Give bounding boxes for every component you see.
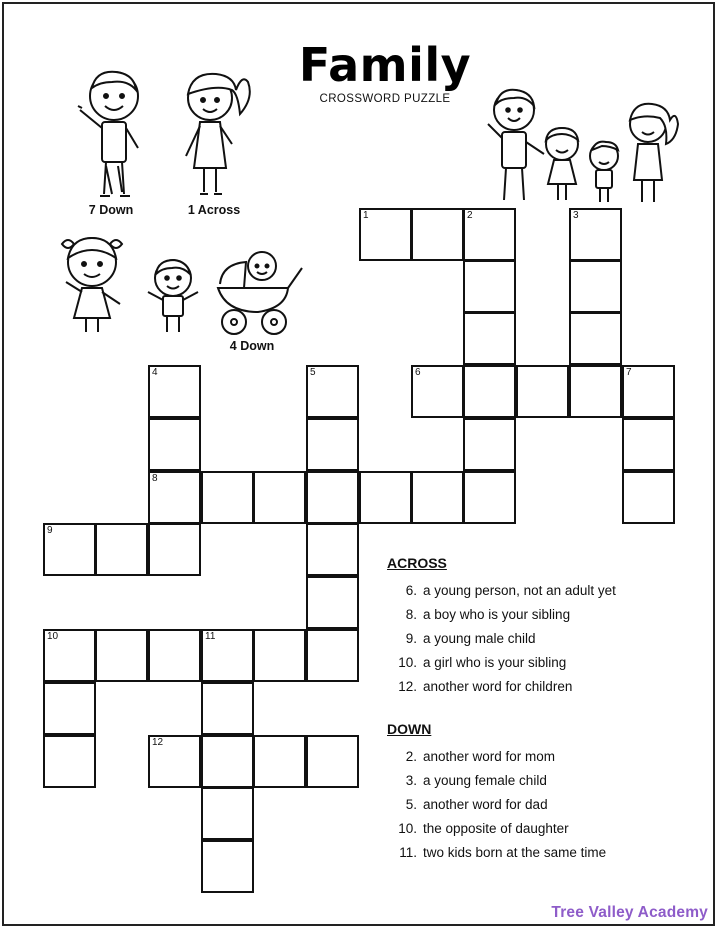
clue-number: 10 (47, 631, 59, 642)
clue-item-text: a girl who is your sibling (423, 655, 567, 670)
clue-item-number: 8. (405, 607, 417, 622)
grid-cell[interactable] (306, 471, 359, 524)
grid-cell[interactable] (148, 418, 201, 471)
grid-cell[interactable] (569, 208, 622, 261)
clue-item-text: another word for children (423, 679, 573, 694)
clue-item (387, 769, 606, 793)
grid-cell[interactable] (201, 471, 254, 524)
clue-number: 9 (47, 525, 53, 536)
clue-item-text: a young male child (423, 631, 536, 646)
grid-cell[interactable] (148, 735, 201, 788)
grid-cell[interactable] (463, 312, 516, 365)
grid-cell[interactable] (411, 208, 464, 261)
grid-cell[interactable] (622, 365, 675, 418)
grid-cell[interactable] (201, 629, 254, 682)
clue-number: 2 (467, 210, 473, 221)
grid-cell[interactable] (43, 682, 96, 735)
four-down-caption: 4 Down (229, 339, 275, 353)
one-across-caption: 1 Across (187, 203, 241, 217)
clue-item-text: a boy who is your sibling (423, 607, 571, 622)
grid-cell[interactable] (516, 365, 569, 418)
grid-cell[interactable] (253, 629, 306, 682)
clue-number: 4 (152, 367, 158, 378)
boy-illustration (142, 256, 204, 338)
grid-cell[interactable] (411, 365, 464, 418)
dad-illustration (72, 66, 152, 202)
grid-cell[interactable] (463, 260, 516, 313)
clue-number: 11 (205, 631, 216, 642)
across-clues (387, 555, 616, 699)
grid-cell[interactable] (463, 365, 516, 418)
clue-number: 12 (152, 737, 164, 748)
grid-cell[interactable] (43, 735, 96, 788)
grid-cell[interactable] (148, 523, 201, 576)
clue-number: 1 (363, 210, 369, 221)
grid-cell[interactable] (95, 629, 148, 682)
clue-item-number: 3. (405, 773, 417, 788)
clue-item (387, 675, 616, 699)
grid-cell[interactable] (95, 523, 148, 576)
clue-number: 5 (310, 367, 316, 378)
clue-item-number: 5. (405, 797, 417, 812)
clue-item-number: 9. (405, 631, 417, 646)
clue-item-number: 10. (398, 821, 417, 836)
grid-cell[interactable] (359, 208, 412, 261)
grid-cell[interactable] (148, 471, 201, 524)
clue-item (387, 817, 606, 841)
grid-cell[interactable] (148, 629, 201, 682)
grid-cell[interactable] (359, 471, 412, 524)
grid-cell[interactable] (463, 208, 516, 261)
grid-cell[interactable] (569, 365, 622, 418)
grid-cell[interactable] (622, 471, 675, 524)
grid-cell[interactable] (306, 629, 359, 682)
clue-item-text: the opposite of daughter (423, 821, 569, 836)
clue-item (387, 579, 616, 603)
clue-number: 6 (415, 367, 421, 378)
grid-cell[interactable] (463, 418, 516, 471)
clue-number: 3 (573, 210, 579, 221)
family-group-illustration (472, 84, 682, 208)
clue-item (387, 841, 606, 865)
clue-number: 7 (626, 367, 632, 378)
grid-cell[interactable] (43, 523, 96, 576)
clue-item-text: another word for dad (423, 797, 548, 812)
clue-item (387, 627, 616, 651)
clue-item-number: 2. (405, 749, 417, 764)
clue-item-number: 10. (398, 655, 417, 670)
seven-down-caption: 7 Down (88, 203, 134, 217)
grid-cell[interactable] (201, 840, 254, 893)
grid-cell[interactable] (306, 418, 359, 471)
clue-item (387, 603, 616, 627)
puzzle-subtitle: CROSSWORD PUZZLE (319, 93, 451, 105)
grid-cell[interactable] (43, 629, 96, 682)
grid-cell[interactable] (253, 735, 306, 788)
clue-item-text: another word for mom (423, 749, 556, 764)
baby-stroller-illustration (210, 244, 306, 338)
grid-cell[interactable] (201, 735, 254, 788)
clue-item-text: a young female child (423, 773, 547, 788)
grid-cell[interactable] (622, 418, 675, 471)
clue-item (387, 793, 606, 817)
grid-cell[interactable] (569, 260, 622, 313)
across-heading: ACROSS (387, 555, 447, 571)
puzzle-title: Family (298, 38, 472, 92)
grid-cell[interactable] (569, 312, 622, 365)
grid-cell[interactable] (306, 523, 359, 576)
mom-illustration (176, 64, 256, 202)
down-heading: DOWN (387, 721, 432, 737)
grid-cell[interactable] (253, 471, 306, 524)
grid-cell[interactable] (463, 471, 516, 524)
grid-cell[interactable] (201, 682, 254, 735)
grid-cell[interactable] (411, 471, 464, 524)
grid-cell[interactable] (306, 576, 359, 629)
girl-illustration (52, 230, 132, 338)
grid-cell[interactable] (148, 365, 201, 418)
clue-item-number: 11. (399, 845, 417, 860)
clue-item-text: two kids born at the same time (423, 845, 607, 860)
clue-item (387, 651, 616, 675)
clue-item-number: 6. (405, 583, 417, 598)
grid-cell[interactable] (201, 787, 254, 840)
down-clues (387, 721, 606, 865)
clue-item-number: 12. (398, 679, 417, 694)
grid-cell[interactable] (306, 365, 359, 418)
clue-item (387, 745, 606, 769)
clue-item-text: a young person, not an adult yet (423, 583, 616, 598)
clue-number: 8 (152, 473, 158, 484)
grid-cell[interactable] (306, 735, 359, 788)
brand-watermark: Tree Valley Academy (551, 904, 708, 921)
